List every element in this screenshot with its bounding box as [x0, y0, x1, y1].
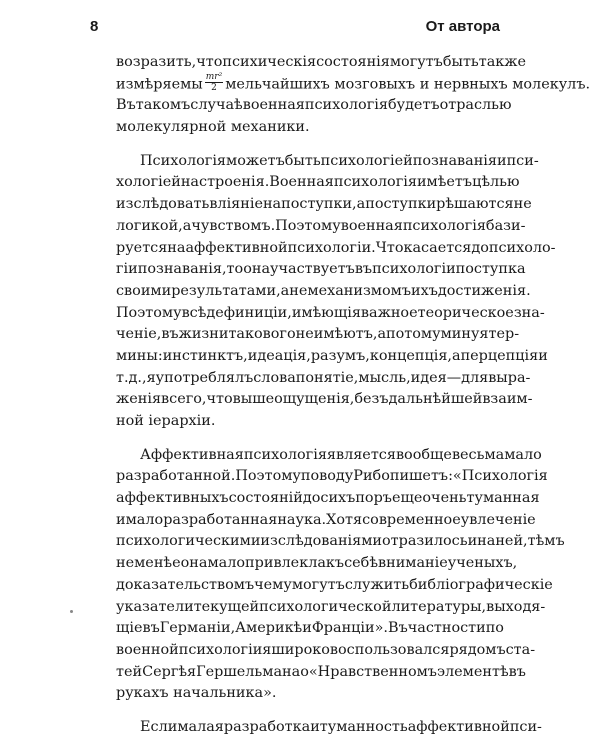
paragraph-4 — [116, 717, 542, 739]
text-line: мины: инстинктъ, идеація, разумъ, концепція, аперцепція и — [116, 347, 548, 364]
text-line: хологіей настроенія. Военная психологія имѣетъ цѣлью — [116, 174, 520, 191]
text-line: руется на аффективной психологіи. Что касается до психоло- — [116, 239, 556, 256]
text-line: логикой, а чувствомъ. Поэтому военная психологія бази- — [116, 217, 526, 234]
text-line: возразить, что психическія состоянія могутъ быть также — [116, 54, 527, 70]
text-line: ной іерархіи. — [116, 413, 216, 429]
text-line: военной психологіи я широко воспользовался рядомъ ста- — [116, 641, 536, 658]
paragraph-3 — [116, 445, 565, 705]
text-line: гіи познаванія, то она участвуетъ въ психологіи поступка — [116, 261, 526, 278]
formula-denominator: 2 — [211, 82, 217, 93]
text-line: тей Сергѣя Гершельмана о «Нравственномъ элементѣ въ — [116, 663, 526, 680]
text-line: не менѣе она мало привлекла къ себѣ вниманіе ученыхъ, — [116, 555, 518, 572]
text-line: Поэтому всѣ дефиниціи, имѣющія важное теорическое зна- — [116, 304, 545, 321]
text-line: женія всего, что выше ощущенія, безъ дальнѣйшей взаим- — [116, 391, 533, 408]
page-speck — [70, 610, 73, 613]
text-line: Аффективная психологія является вообще весьма мало — [140, 446, 542, 463]
text-line: Если малая разработка и туманность аффективной пси- — [140, 718, 542, 735]
body-text — [116, 52, 591, 739]
text-segment: мельчайшихъ мозговыхъ и нервныхъ молекулъ. — [225, 76, 591, 93]
running-head: От автора — [425, 18, 500, 35]
page-number: 8 — [90, 18, 99, 35]
text-line-with-formula — [116, 71, 591, 96]
text-line: изслѣдовать вліяніе на поступки, а поступки рѣшаются не — [116, 196, 532, 213]
text-line: психологическими изслѣдованіями отразилось и на ней, тѣмъ — [116, 533, 565, 550]
text-line: своими результатами, а не механизмомъ ихъ достиженія. — [116, 282, 531, 299]
text-line: указатели текущей психологической литературы, выходя- — [116, 598, 546, 615]
text-line: Въ такомъ случаѣ военная психологія будетъ отраслью — [116, 97, 512, 114]
text-line: Психологія можетъ быть психологіей познаванія и пси- — [140, 152, 539, 169]
text-line: рукахъ начальника». — [116, 685, 277, 702]
formula-numerator: mr² — [205, 71, 223, 82]
text-line: аффективныхъ состояній до сихъ поръ еще очень туманная — [116, 490, 540, 507]
text-line: молекулярной механики. — [116, 119, 310, 136]
text-line: щіе въ Германіи, Америкѣ и Франціи». Въ частности по — [116, 620, 504, 637]
paragraph-1 — [116, 52, 591, 139]
text-segment: измѣряемы — [116, 76, 203, 93]
text-line: и мало разработанная наука. Хотя современное увлеченіе — [116, 511, 536, 528]
text-line: ченіе, въ жизни такового не имѣютъ, а потому минуя тер- — [116, 326, 520, 343]
text-line: разработанной. По этому поводу Рибо пишетъ: «Психологія — [116, 468, 548, 485]
text-line: т. д., я употреблялъ слова понятіе, мысль, идея—для выра- — [116, 369, 531, 386]
text-line: доказательствомъ чему могутъ служить библіографическіе — [116, 576, 553, 593]
formula-fraction — [205, 72, 223, 93]
page-header — [90, 18, 500, 40]
paragraph-2 — [116, 151, 556, 433]
